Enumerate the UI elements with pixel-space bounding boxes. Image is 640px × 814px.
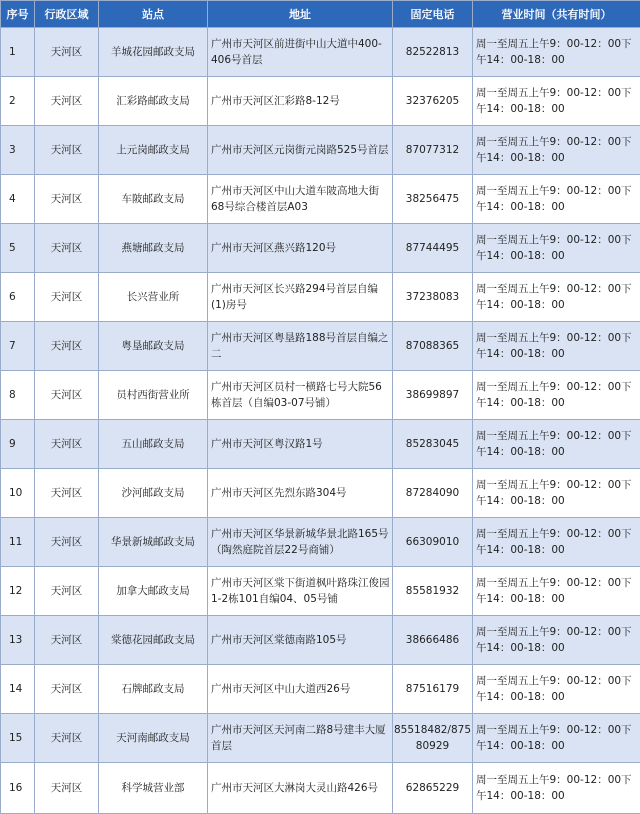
cell-hours [473, 273, 640, 322]
hours-line-2: 午14：00-18：00 [476, 542, 640, 558]
hours-line-2: 午14：00-18：00 [476, 248, 640, 264]
cell-address: 广州市天河区元岗街元岗路525号首层 [208, 126, 393, 175]
hours-line-2: 午14：00-18：00 [476, 640, 640, 656]
hours-line-2: 午14：00-18：00 [476, 493, 640, 509]
cell-hours [473, 224, 640, 273]
cell-no: 4 [1, 175, 35, 224]
hours-line-2: 午14：00-18：00 [476, 150, 640, 166]
table-body [1, 28, 640, 814]
table-row [1, 224, 640, 273]
cell-address: 广州市天河区天河南二路8号建丰大厦首层 [208, 714, 393, 763]
cell-hours [473, 322, 640, 371]
cell-address: 广州市天河区华景新城华景北路165号（陶然庭院首层22号商铺） [208, 518, 393, 567]
cell-phone: 87088365 [393, 322, 473, 371]
cell-district: 天河区 [35, 420, 99, 469]
cell-no: 16 [1, 763, 35, 814]
cell-phone: 87077312 [393, 126, 473, 175]
cell-hours [473, 77, 640, 126]
hours-line-1: 周一至周五上午9：00-12：00下 [476, 379, 640, 395]
hours-line-2: 午14：00-18：00 [476, 738, 640, 754]
cell-address: 广州市天河区汇彩路8-12号 [208, 77, 393, 126]
cell-district: 天河区 [35, 77, 99, 126]
cell-district: 天河区 [35, 126, 99, 175]
hours-line-1: 周一至周五上午9：00-12：00下 [476, 428, 640, 444]
hours-line-2: 午14：00-18：00 [476, 52, 640, 68]
table-row [1, 420, 640, 469]
cell-station: 五山邮政支局 [99, 420, 208, 469]
cell-district: 天河区 [35, 28, 99, 77]
cell-address: 广州市天河区中山大道西26号 [208, 665, 393, 714]
hours-line-1: 周一至周五上午9：00-12：00下 [476, 330, 640, 346]
cell-hours [473, 665, 640, 714]
cell-phone: 87284090 [393, 469, 473, 518]
cell-hours [473, 567, 640, 616]
cell-station: 棠德花园邮政支局 [99, 616, 208, 665]
cell-phone: 38699897 [393, 371, 473, 420]
cell-district: 天河区 [35, 763, 99, 814]
cell-district: 天河区 [35, 714, 99, 763]
cell-hours [473, 616, 640, 665]
table-row [1, 126, 640, 175]
header-row [1, 1, 640, 28]
table-row [1, 616, 640, 665]
header-phone: 固定电话 [393, 1, 473, 28]
cell-phone: 85581932 [393, 567, 473, 616]
table-row [1, 322, 640, 371]
cell-address: 广州市天河区粤垦路188号首层自编之二 [208, 322, 393, 371]
table-row [1, 763, 640, 814]
cell-phone: 87516179 [393, 665, 473, 714]
cell-no: 13 [1, 616, 35, 665]
cell-address: 广州市天河区大淋岗大灵山路426号 [208, 763, 393, 814]
cell-district: 天河区 [35, 371, 99, 420]
cell-district: 天河区 [35, 273, 99, 322]
cell-no: 7 [1, 322, 35, 371]
cell-no: 15 [1, 714, 35, 763]
header-address: 地址 [208, 1, 393, 28]
cell-no: 8 [1, 371, 35, 420]
cell-phone: 38666486 [393, 616, 473, 665]
cell-station: 华景新城邮政支局 [99, 518, 208, 567]
cell-phone: 85518482/87580929 [393, 714, 473, 763]
cell-hours [473, 126, 640, 175]
table-row [1, 273, 640, 322]
hours-line-1: 周一至周五上午9：00-12：00下 [476, 232, 640, 248]
table-row [1, 714, 640, 763]
cell-hours [473, 518, 640, 567]
hours-line-1: 周一至周五上午9：00-12：00下 [476, 575, 640, 591]
table-row [1, 469, 640, 518]
cell-hours [473, 28, 640, 77]
cell-hours [473, 714, 640, 763]
cell-no: 6 [1, 273, 35, 322]
cell-district: 天河区 [35, 518, 99, 567]
table-row [1, 77, 640, 126]
cell-phone: 82522813 [393, 28, 473, 77]
cell-no: 2 [1, 77, 35, 126]
hours-line-1: 周一至周五上午9：00-12：00下 [476, 85, 640, 101]
hours-line-2: 午14：00-18：00 [476, 689, 640, 705]
cell-phone: 62865229 [393, 763, 473, 814]
cell-phone: 32376205 [393, 77, 473, 126]
hours-line-1: 周一至周五上午9：00-12：00下 [476, 477, 640, 493]
hours-line-1: 周一至周五上午9：00-12：00下 [476, 36, 640, 52]
cell-address: 广州市天河区粤汉路1号 [208, 420, 393, 469]
cell-station: 羊城花园邮政支局 [99, 28, 208, 77]
cell-district: 天河区 [35, 665, 99, 714]
cell-no: 12 [1, 567, 35, 616]
cell-no: 11 [1, 518, 35, 567]
table-row [1, 371, 640, 420]
cell-district: 天河区 [35, 322, 99, 371]
cell-address: 广州市天河区棠下街道枫叶路珠江俊园1-2栋101自编04、05号铺 [208, 567, 393, 616]
hours-line-1: 周一至周五上午9：00-12：00下 [476, 281, 640, 297]
hours-line-2: 午14：00-18：00 [476, 346, 640, 362]
table-row [1, 28, 640, 77]
cell-no: 3 [1, 126, 35, 175]
cell-station: 石牌邮政支局 [99, 665, 208, 714]
cell-address: 广州市天河区长兴路294号首层自编(1)房号 [208, 273, 393, 322]
table-row [1, 567, 640, 616]
cell-station: 科学城营业部 [99, 763, 208, 814]
table-row [1, 175, 640, 224]
cell-station: 沙河邮政支局 [99, 469, 208, 518]
cell-station: 天河南邮政支局 [99, 714, 208, 763]
cell-district: 天河区 [35, 616, 99, 665]
hours-line-2: 午14：00-18：00 [476, 788, 640, 804]
cell-address: 广州市天河区先烈东路304号 [208, 469, 393, 518]
cell-phone: 38256475 [393, 175, 473, 224]
table-row [1, 665, 640, 714]
cell-station: 粤垦邮政支局 [99, 322, 208, 371]
cell-address: 广州市天河区燕兴路120号 [208, 224, 393, 273]
cell-station: 上元岗邮政支局 [99, 126, 208, 175]
cell-district: 天河区 [35, 175, 99, 224]
hours-line-2: 午14：00-18：00 [476, 591, 640, 607]
cell-phone: 85283045 [393, 420, 473, 469]
cell-hours [473, 469, 640, 518]
cell-phone: 37238083 [393, 273, 473, 322]
header-hours: 营业时间（共有时间） [473, 1, 640, 28]
cell-address: 广州市天河区前进街中山大道中400-406号首层 [208, 28, 393, 77]
cell-address: 广州市天河区员村一横路七号大院56栋首层（自编03-07号铺） [208, 371, 393, 420]
hours-line-1: 周一至周五上午9：00-12：00下 [476, 673, 640, 689]
hours-line-1: 周一至周五上午9：00-12：00下 [476, 772, 640, 788]
cell-address: 广州市天河区棠德南路105号 [208, 616, 393, 665]
cell-hours [473, 371, 640, 420]
table-row [1, 518, 640, 567]
hours-line-1: 周一至周五上午9：00-12：00下 [476, 624, 640, 640]
cell-phone: 87744495 [393, 224, 473, 273]
header-station: 站点 [99, 1, 208, 28]
cell-address: 广州市天河区中山大道车陂高地大街68号综合楼首层A03 [208, 175, 393, 224]
hours-line-2: 午14：00-18：00 [476, 101, 640, 117]
cell-no: 10 [1, 469, 35, 518]
cell-no: 5 [1, 224, 35, 273]
cell-station: 加拿大邮政支局 [99, 567, 208, 616]
cell-district: 天河区 [35, 567, 99, 616]
cell-station: 长兴营业所 [99, 273, 208, 322]
cell-hours [473, 420, 640, 469]
cell-phone: 66309010 [393, 518, 473, 567]
cell-station: 员村西街营业所 [99, 371, 208, 420]
hours-line-1: 周一至周五上午9：00-12：00下 [476, 722, 640, 738]
cell-district: 天河区 [35, 469, 99, 518]
cell-station: 车陂邮政支局 [99, 175, 208, 224]
cell-hours [473, 175, 640, 224]
table-header [1, 1, 640, 28]
cell-no: 9 [1, 420, 35, 469]
hours-line-2: 午14：00-18：00 [476, 297, 640, 313]
hours-line-2: 午14：00-18：00 [476, 444, 640, 460]
hours-line-2: 午14：00-18：00 [476, 395, 640, 411]
cell-no: 1 [1, 28, 35, 77]
cell-station: 汇彩路邮政支局 [99, 77, 208, 126]
cell-hours [473, 763, 640, 814]
header-district: 行政区域 [35, 1, 99, 28]
hours-line-1: 周一至周五上午9：00-12：00下 [476, 526, 640, 542]
hours-line-1: 周一至周五上午9：00-12：00下 [476, 183, 640, 199]
hours-line-2: 午14：00-18：00 [476, 199, 640, 215]
header-no: 序号 [1, 1, 35, 28]
cell-station: 燕塘邮政支局 [99, 224, 208, 273]
cell-no: 14 [1, 665, 35, 714]
hours-line-1: 周一至周五上午9：00-12：00下 [476, 134, 640, 150]
cell-district: 天河区 [35, 224, 99, 273]
